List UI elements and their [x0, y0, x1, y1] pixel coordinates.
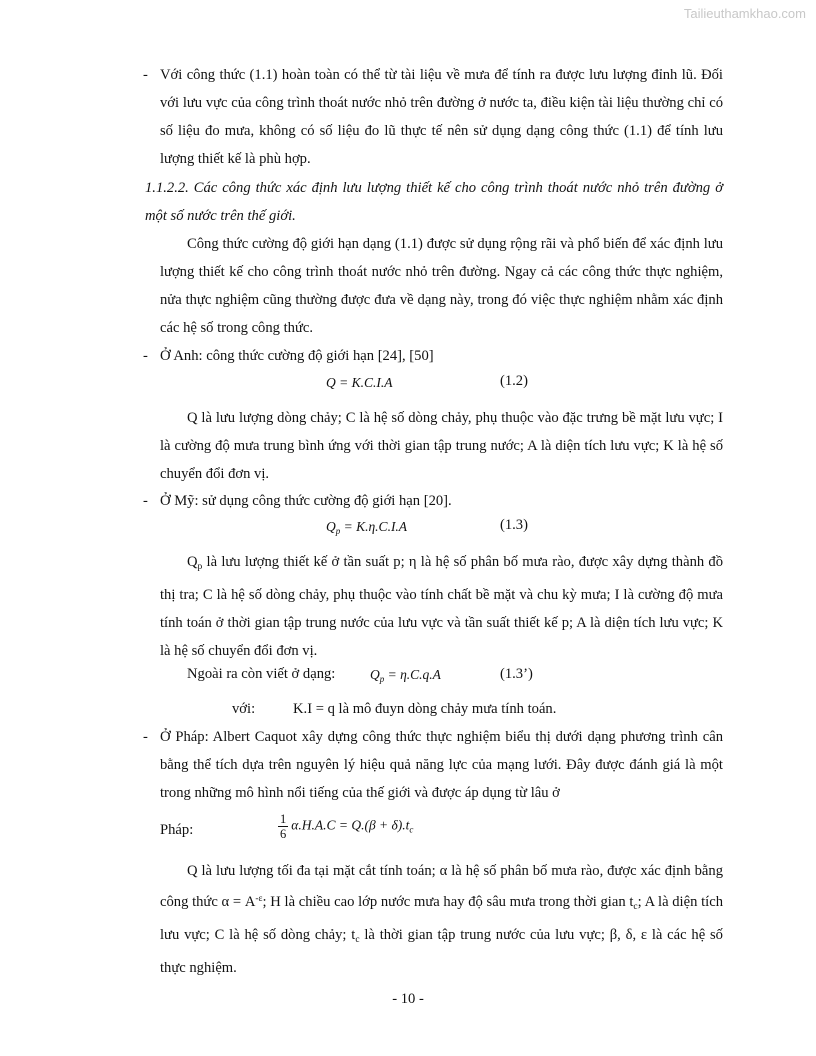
paragraph-usa-definitions: $Q_p$ là lưu lượng thiết kế ở tần suất p; η là hệ số phân bố mưa rào, được xây dựng thành đồ thị tra; C là hệ số dòng chảy, phụ thuộc vào tính chất bề mặt và chu kỳ mưa; I là cường độ mưa tính toán ở thời gian tập trung nước của lưu vực và tần suất thiết kế p; A là diện tích lưu vực; K là hệ số chuyển đổi đơn vị. [160, 554, 723, 659]
usa-line: Ở Mỹ: sử dụng công thức cường độ giới hạn [20]. [160, 493, 452, 509]
watermark: Tailieuthamkhao.com [683, 6, 806, 21]
paragraph-france-intro: Ở Pháp: Albert Caquot xây dựng công thức thực nghiệm biểu thị dưới dạng phương trình cân bằng thể tích dựa trên nguyên lý hiệu quả năng lực của mạng lưới. Đây được đánh giá là một trong những mô hình nổi tiếng của thế giới và được áp dụng từ lâu ở [160, 729, 723, 801]
equation-number-1-3: (1.3) [500, 517, 528, 533]
equation-number-1-3-prime: (1.3’) [500, 666, 533, 682]
paragraph-france-definitions: Q là lưu lượng tối đa tại mặt cắt tính toán; α là hệ số phân bố mưa rào, được xác định bằng công thức $\alpha = A^{-\varepsilon}$; H là chiều cao lớp nước mưa hay độ sâu mưa trong thời gian $t_c$; A là diện tích lưu vực; C là hệ số dòng chảy; $t_c$ là thời gian tập trung nước của lưu vực; β, δ, ε là các hệ số thực nghiệm. [160, 863, 723, 976]
fraction-one-sixth: $\frac{1}{6}$ [280, 812, 287, 841]
england-line: Ở Anh: công thức cường độ giới hạn [24], [50] [160, 348, 434, 364]
bullet-dash: - [143, 348, 148, 364]
bullet-dash: - [143, 67, 148, 83]
page-number: - 10 - [392, 991, 424, 1007]
alternate-form-label: Ngoài ra còn viết ở dạng: [187, 666, 336, 682]
equation-number-1-2: (1.2) [500, 373, 528, 389]
paragraph-limit-intensity: Công thức cường độ giới hạn dạng (1.1) được sử dụng rộng rãi và phổ biến để xác định lưu lượng thiết kế cho công trình thoát nước nhỏ trên đường. Ngay cả các công thức thực nghiệm, nửa thực nghiệm cũng thường được đưa về dạng này, trong đó việc thực nghiệm nhằm xác định các hệ số trong công thức. [160, 236, 723, 336]
equation-caquot: $\frac{1}{6}$ $\alpha.H.A.C = Q.(\beta + \delta).t_c$ [280, 812, 414, 841]
with-text: K.I = q là mô đuyn dòng chảy mưa tính toán. [293, 701, 557, 717]
with-label: với: [232, 701, 256, 717]
section-heading: 1.1.2.2. Các công thức xác định lưu lượng thiết kế cho công trình thoát nước nhỏ trên đường ở một số nước trên thế giới. [145, 180, 723, 224]
equation-1-3: $Q_p = K.\eta.C.I.A$ [326, 519, 408, 536]
equation-1-3-prime: $Q_p = \eta.C.q.A$ [370, 667, 441, 684]
france-label: Pháp: [160, 822, 194, 838]
paragraph-caquot-intro-1: Với công thức (1.1) hoàn toàn có thể từ tài liệu về mưa để tính ra được lưu lượng đỉnh lũ. Đối với lưu vực của công trình thoát nước nhỏ trên đường ở nước ta, điều kiện tài liệu thường chỉ có số liệu đo mưa, không có số liệu đo lũ thực tế nên sử dụng dạng công thức (1.1) để tính lưu lượng thiết kế là phù hợp. [160, 67, 723, 167]
bullet-dash: - [143, 729, 148, 745]
equation-1-2: Q = K.C.I.A [326, 375, 393, 390]
paragraph-england-definitions: Q là lưu lượng dòng chảy; C là hệ số dòng chảy, phụ thuộc vào đặc trưng bề mặt lưu vực; I là cường độ mưa trung bình ứng với thời gian tập trung nước; A là diện tích lưu vực; K là hệ số chuyển đổi đơn vị. [160, 410, 723, 482]
bullet-dash: - [143, 493, 148, 509]
